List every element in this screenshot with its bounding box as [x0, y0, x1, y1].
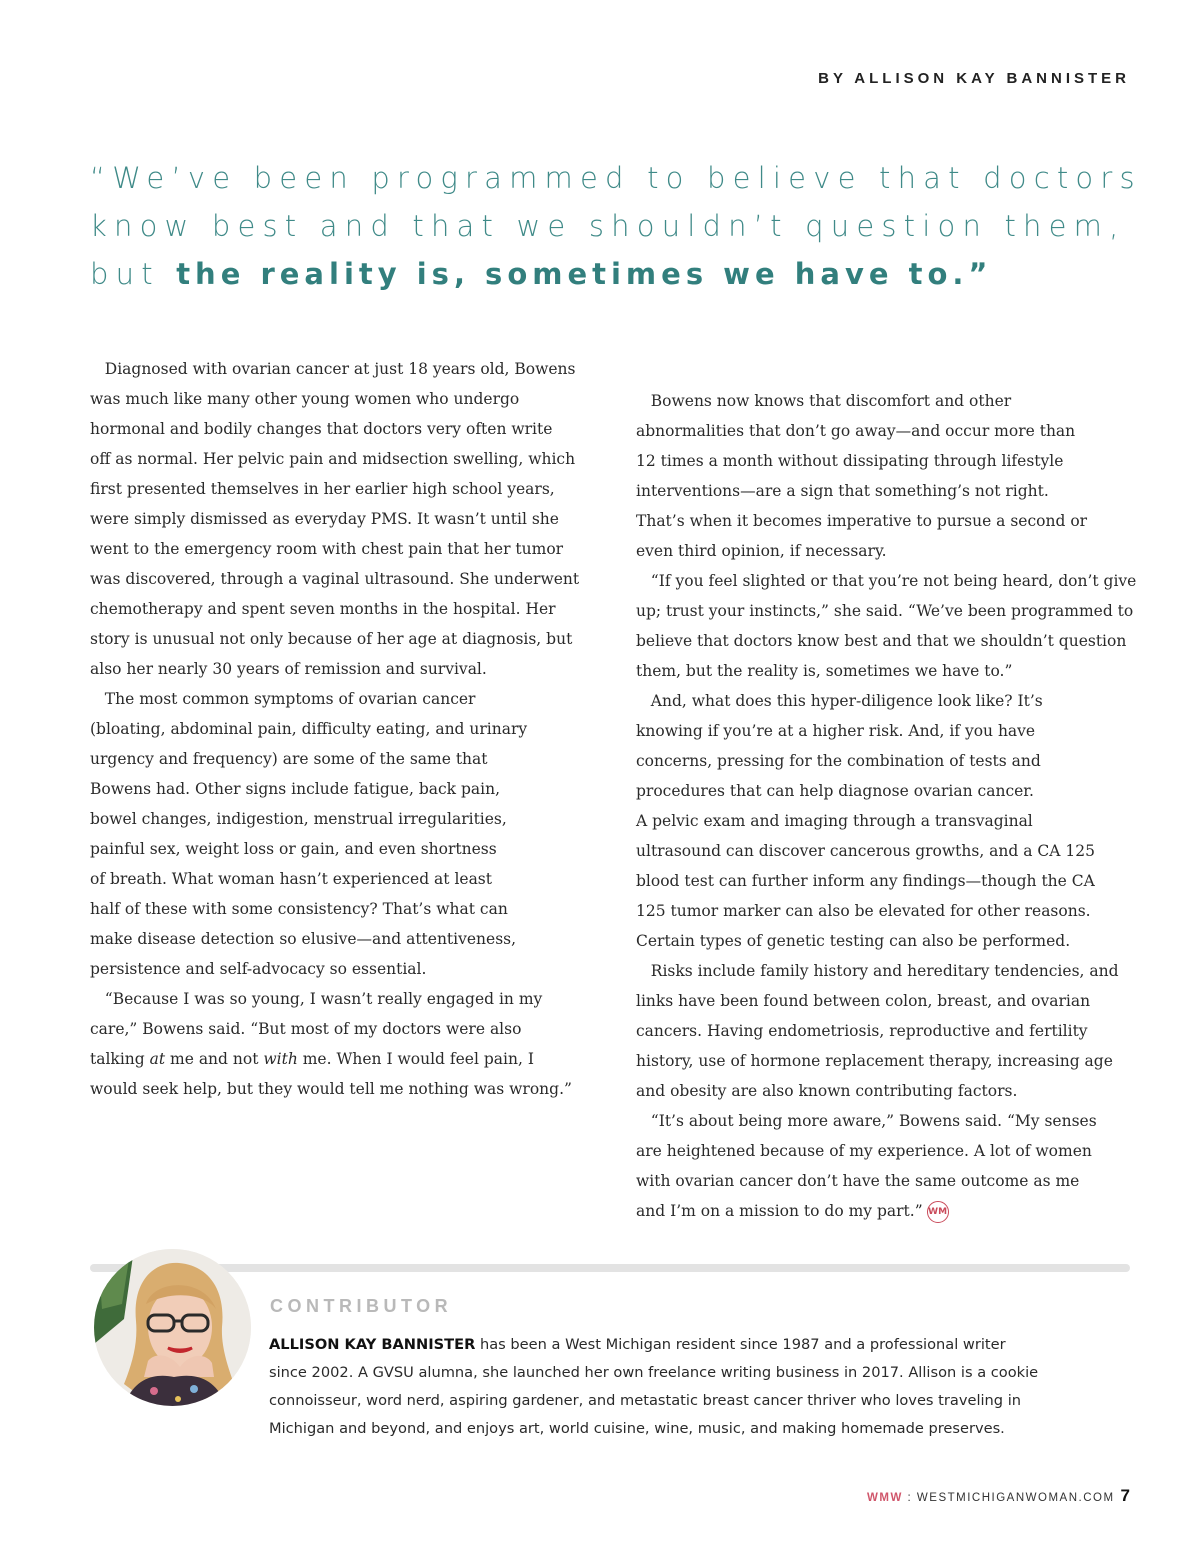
text-line: blood test can further inform any findings—though the CA: [636, 872, 1095, 890]
text-line: half of these with some consistency? That’s what can: [90, 900, 508, 918]
bio-line: since 2002. A GVSU alumna, she launched her own freelance writing business in 2017. Allison is a cookie: [269, 1364, 1039, 1381]
page-number: 7: [1120, 1486, 1130, 1505]
text-run: and I’m on a mission to do my part.”: [636, 1202, 923, 1220]
contributor-label: CONTRIBUTOR: [270, 1296, 453, 1316]
text-line: up; trust your instincts,” she said. “We’ve been programmed to: [636, 602, 1134, 620]
page-footer: [867, 1486, 1130, 1506]
text-line: That’s when it becomes imperative to pursue a second or: [636, 512, 1088, 530]
italic-with: with: [263, 1050, 298, 1068]
bio-line: [269, 1331, 1139, 1359]
text-line: and obesity are also known contributing factors.: [636, 1082, 1018, 1100]
pull-quote-line: know best and that we shouldn’t question them,: [90, 209, 1126, 243]
bio-line: Michigan and beyond, and enjoys art, world cuisine, wine, music, and making homemade preserves.: [269, 1420, 1005, 1437]
text-line: are heightened because of my experience. A lot of women: [636, 1142, 1092, 1160]
text-line: 125 tumor marker can also be elevated for other reasons.: [636, 902, 1091, 920]
text-line: also her nearly 30 years of remission and survival.: [90, 660, 487, 678]
text-line: even third opinion, if necessary.: [636, 542, 887, 560]
article-paragraph: [90, 984, 590, 1104]
text-line: cancers. Having endometriosis, reproductive and fertility: [636, 1022, 1088, 1040]
pull-quote: [90, 154, 1150, 298]
text-line: ultrasound can discover cancerous growths, and a CA 125: [636, 842, 1095, 860]
text-run: me and not: [165, 1050, 264, 1068]
text-line: (bloating, abdominal pain, difficulty eating, and urinary: [90, 720, 528, 738]
article-column-right: [636, 386, 1136, 1226]
text-line: of breath. What woman hasn’t experienced at least: [90, 870, 492, 888]
contributor-portrait-icon: [94, 1249, 251, 1406]
text-line: Diagnosed with ovarian cancer at just 18 years old, Bowens: [90, 360, 576, 378]
pull-quote-lead: but: [90, 257, 177, 291]
article-column-left: [90, 354, 590, 1104]
byline: BY ALLISON KAY BANNISTER: [818, 70, 1130, 87]
wm-end-mark-icon: WM: [927, 1201, 949, 1223]
text-line: links have been found between colon, breast, and ovarian: [636, 992, 1091, 1010]
text-line: painful sex, weight loss or gain, and even shortness: [90, 840, 497, 858]
contributor-bio: [269, 1331, 1139, 1443]
text-line: procedures that can help diagnose ovarian cancer.: [636, 782, 1034, 800]
text-line: “Because I was so young, I wasn’t really engaged in my: [90, 990, 543, 1008]
text-run: me. When I would feel pain, I: [297, 1050, 534, 1068]
text-line: chemotherapy and spent seven months in the hospital. Her: [90, 600, 556, 618]
footer-separator: :: [902, 1492, 917, 1504]
text-line: Certain types of genetic testing can also be performed.: [636, 932, 1071, 950]
text-line: off as normal. Her pelvic pain and midsection swelling, which: [90, 450, 576, 468]
text-line: abnormalities that don’t go away—and occur more than: [636, 422, 1076, 440]
text-line: went to the emergency room with chest pain that her tumor: [90, 540, 564, 558]
text-run: talking: [90, 1050, 150, 1068]
contributor-photo: [94, 1249, 251, 1406]
text-line: [90, 1044, 590, 1074]
text-line: make disease detection so elusive—and attentiveness,: [90, 930, 517, 948]
text-line: concerns, pressing for the combination of tests and: [636, 752, 1041, 770]
text-line: history, use of hormone replacement therapy, increasing age: [636, 1052, 1113, 1070]
text-line: was much like many other young women who undergo: [90, 390, 520, 408]
text-line: persistence and self-advocacy so essential.: [90, 960, 427, 978]
text-line: interventions—are a sign that something’s not right.: [636, 482, 1049, 500]
text-line: [636, 1196, 1136, 1226]
text-line: And, what does this hyper-diligence look like? It’s: [636, 692, 1043, 710]
pull-quote-line: [90, 250, 1150, 298]
text-line: Risks include family history and hereditary tendencies, and: [636, 962, 1119, 980]
text-line: hormonal and bodily changes that doctors very often write: [90, 420, 553, 438]
text-line: was discovered, through a vaginal ultrasound. She underwent: [90, 570, 580, 588]
text-line: The most common symptoms of ovarian cancer: [90, 690, 476, 708]
pull-quote-emphasis: the reality is, sometimes we have to.”: [176, 257, 993, 291]
contributor-name: ALLISON KAY BANNISTER: [269, 1336, 476, 1353]
text-line: with ovarian cancer don’t have the same outcome as me: [636, 1172, 1080, 1190]
footer-site: WESTMICHIGANWOMAN.COM: [916, 1492, 1115, 1504]
text-line: A pelvic exam and imaging through a transvaginal: [636, 812, 1033, 830]
text-line: knowing if you’re at a higher risk. And, if you have: [636, 722, 1036, 740]
article-paragraph: [90, 684, 590, 984]
text-line: “If you feel slighted or that you’re not being heard, don’t give: [636, 572, 1137, 590]
text-line: Bowens had. Other signs include fatigue, back pain,: [90, 780, 501, 798]
text-line: “It’s about being more aware,” Bowens said. “My senses: [636, 1112, 1097, 1130]
text-line: urgency and frequency) are some of the same that: [90, 750, 488, 768]
article-paragraph: [90, 354, 590, 684]
text-line: were simply dismissed as everyday PMS. It wasn’t until she: [90, 510, 559, 528]
italic-at: at: [149, 1050, 166, 1068]
text-line: care,” Bowens said. “But most of my doctors were also: [90, 1020, 522, 1038]
footer-brand: WMW: [867, 1492, 903, 1504]
bio-line: connoisseur, word nerd, aspiring gardener, and metastatic breast cancer thriver who loves traveling in: [269, 1392, 1022, 1409]
text-line: believe that doctors know best and that we shouldn’t question: [636, 632, 1127, 650]
text-line: would seek help, but they would tell me nothing was wrong.”: [90, 1080, 572, 1098]
text-line: first presented themselves in her earlier high school years,: [90, 480, 555, 498]
text-line: story is unusual not only because of her age at diagnosis, but: [90, 630, 573, 648]
text-line: bowel changes, indigestion, menstrual irregularities,: [90, 810, 507, 828]
text-run: has been a West Michigan resident since 1987 and a professional writer: [475, 1336, 1006, 1353]
text-line: them, but the reality is, sometimes we have to.”: [636, 662, 1013, 680]
pull-quote-line: “We’ve been programmed to believe that doctors: [90, 161, 1142, 195]
contributor-divider: [90, 1264, 1130, 1272]
text-line: 12 times a month without dissipating through lifestyle: [636, 452, 1064, 470]
text-line: Bowens now knows that discomfort and other: [636, 392, 1012, 410]
article-paragraph: [636, 386, 1136, 1226]
